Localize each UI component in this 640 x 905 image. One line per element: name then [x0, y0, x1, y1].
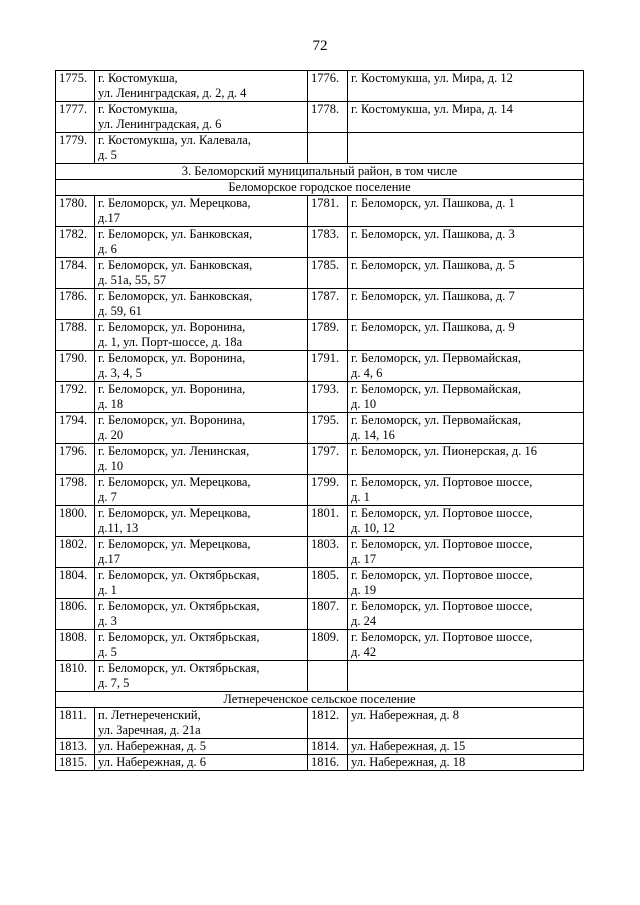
table-row [56, 506, 584, 537]
entry-number [308, 133, 348, 164]
entry-address [95, 382, 308, 413]
table-row [56, 71, 584, 102]
table-row [56, 133, 584, 164]
entry-number: 1808. [56, 630, 95, 661]
address-line: г. Беломорск, ул. Банковская, [98, 289, 253, 303]
address-line: г. Беломорск, ул. Портовое шоссе, [351, 475, 533, 489]
address-line: г. Беломорск, ул. Портовое шоссе, [351, 537, 533, 551]
address-line: ул. Набережная, д. 15 [351, 739, 466, 753]
settlement-heading-row [56, 692, 584, 708]
address-line: ул. Набережная, д. 5 [98, 739, 207, 753]
address-line: г. Беломорск, ул. Пашкова, д. 5 [351, 258, 515, 272]
entry-number: 1801. [308, 506, 348, 537]
address-line: д. 10, 12 [351, 521, 395, 535]
entry-address [348, 227, 584, 258]
settlement-heading-letnerechenskoe: Летнереченское сельское поселение [56, 692, 584, 708]
entry-number: 1799. [308, 475, 348, 506]
entry-number: 1778. [308, 102, 348, 133]
entry-number: 1784. [56, 258, 95, 289]
entry-number: 1783. [308, 227, 348, 258]
address-line: г. Беломорск, ул. Банковская, [98, 227, 253, 241]
address-line: г. Беломорск, ул. Портовое шоссе, [351, 568, 533, 582]
entry-address [95, 506, 308, 537]
address-line: г. Костомукша, ул. Мира, д. 12 [351, 71, 513, 85]
entry-address [95, 258, 308, 289]
settlement-heading-belomorskoe: Беломорское городское поселение [56, 180, 584, 196]
entry-number: 1790. [56, 351, 95, 382]
address-line: г. Беломорск, ул. Пионерская, д. 16 [351, 444, 537, 458]
entry-number: 1776. [308, 71, 348, 102]
entry-address [348, 320, 584, 351]
entry-address [348, 289, 584, 320]
entry-number: 1791. [308, 351, 348, 382]
entry-address [95, 755, 308, 771]
table-row [56, 537, 584, 568]
address-line: д. 7, 5 [98, 676, 130, 690]
entry-address [95, 444, 308, 475]
table-row [56, 568, 584, 599]
table-row [56, 289, 584, 320]
entry-address [348, 537, 584, 568]
entry-number: 1811. [56, 708, 95, 739]
table-row [56, 320, 584, 351]
table-row [56, 755, 584, 771]
entry-address [348, 599, 584, 630]
rows-belomorskoe [56, 196, 584, 692]
address-line: г. Беломорск, ул. Первомайская, [351, 413, 521, 427]
address-line: г. Беломорск, ул. Октябрьская, [98, 599, 260, 613]
entry-address [95, 320, 308, 351]
entry-address [95, 537, 308, 568]
address-line: д. 1 [98, 583, 117, 597]
entry-number: 1813. [56, 739, 95, 755]
address-line: ул. Набережная, д. 18 [351, 755, 466, 769]
address-line: г. Костомукша, ул. Мира, д. 14 [351, 102, 513, 116]
address-table [55, 70, 584, 771]
entry-number: 1798. [56, 475, 95, 506]
entry-address [348, 196, 584, 227]
address-line: д. 3 [98, 614, 117, 628]
entry-address [348, 71, 584, 102]
entry-address [95, 351, 308, 382]
rows-letnerechenskoe [56, 708, 584, 771]
address-line: г. Беломорск, ул. Портовое шоссе, [351, 630, 533, 644]
entry-address [348, 382, 584, 413]
address-line: д.17 [98, 552, 120, 566]
entry-number: 1795. [308, 413, 348, 444]
entry-address [95, 599, 308, 630]
page-number: 72 [312, 38, 328, 54]
entry-address [95, 289, 308, 320]
table-row [56, 661, 584, 692]
entry-number: 1804. [56, 568, 95, 599]
table-row [56, 599, 584, 630]
entry-number: 1777. [56, 102, 95, 133]
address-line: д. 18 [98, 397, 124, 411]
address-line: д. 1 [351, 490, 370, 504]
entry-number: 1788. [56, 320, 95, 351]
address-line: ул. Ленинградская, д. 6 [98, 117, 222, 131]
entry-number: 1803. [308, 537, 348, 568]
entry-address [348, 661, 584, 692]
table-row [56, 475, 584, 506]
entry-address [95, 739, 308, 755]
entry-number [308, 661, 348, 692]
address-line: г. Беломорск, ул. Октябрьская, [98, 661, 260, 675]
table-row [56, 102, 584, 133]
table-row [56, 444, 584, 475]
address-line: д. 4, 6 [351, 366, 383, 380]
address-line: д. 19 [351, 583, 377, 597]
entry-address [95, 413, 308, 444]
entry-number: 1812. [308, 708, 348, 739]
entry-address [348, 739, 584, 755]
address-line: г. Беломорск, ул. Воронина, [98, 351, 246, 365]
address-line: г. Беломорск, ул. Банковская, [98, 258, 253, 272]
address-line: г. Беломорск, ул. Мерецкова, [98, 196, 251, 210]
entry-address [95, 133, 308, 164]
address-line: д. 51а, 55, 57 [98, 273, 167, 287]
settlement-heading-row [56, 180, 584, 196]
address-line: ул. Заречная, д. 21а [98, 723, 201, 737]
entry-number: 1809. [308, 630, 348, 661]
entry-address [348, 102, 584, 133]
address-line: д. 3, 4, 5 [98, 366, 142, 380]
entry-number: 1793. [308, 382, 348, 413]
entry-address [95, 227, 308, 258]
settlement2-heading-section [56, 692, 584, 708]
entry-address [348, 475, 584, 506]
address-line: г. Костомукша, [98, 71, 178, 85]
address-line: г. Беломорск, ул. Ленинская, [98, 444, 250, 458]
address-line: г. Беломорск, ул. Пашкова, д. 1 [351, 196, 515, 210]
address-line: г. Костомукша, ул. Калевала, [98, 133, 251, 147]
address-line: г. Беломорск, ул. Воронина, [98, 320, 246, 334]
entry-number: 1810. [56, 661, 95, 692]
address-line: д. 1, ул. Порт-шоссе, д. 18а [98, 335, 243, 349]
address-line: д. 6 [98, 242, 117, 256]
entry-address [348, 755, 584, 771]
address-line: г. Беломорск, ул. Октябрьская, [98, 568, 260, 582]
address-line: г. Беломорск, ул. Воронина, [98, 413, 246, 427]
table-row [56, 413, 584, 444]
address-line: г. Беломорск, ул. Мерецкова, [98, 537, 251, 551]
address-line: г. Беломорск, ул. Пашкова, д. 7 [351, 289, 515, 303]
district-heading-section [56, 164, 584, 196]
address-line: г. Беломорск, ул. Октябрьская, [98, 630, 260, 644]
address-line: г. Беломорск, ул. Пашкова, д. 9 [351, 320, 515, 334]
entry-address [348, 708, 584, 739]
entry-number: 1787. [308, 289, 348, 320]
address-line: г. Беломорск, ул. Портовое шоссе, [351, 506, 533, 520]
address-line: д. 14, 16 [351, 428, 395, 442]
address-line: д.17 [98, 211, 120, 225]
entry-address [348, 133, 584, 164]
table-row [56, 196, 584, 227]
entry-number: 1805. [308, 568, 348, 599]
entry-number: 1802. [56, 537, 95, 568]
address-line: г. Беломорск, ул. Пашкова, д. 3 [351, 227, 515, 241]
table-row [56, 708, 584, 739]
entry-address [348, 413, 584, 444]
district-heading-row [56, 164, 584, 180]
table-row [56, 258, 584, 289]
address-line: д. 10 [98, 459, 124, 473]
entry-number: 1797. [308, 444, 348, 475]
entry-number: 1800. [56, 506, 95, 537]
entry-number: 1782. [56, 227, 95, 258]
entry-number: 1814. [308, 739, 348, 755]
table-row [56, 739, 584, 755]
table-row [56, 630, 584, 661]
table-row [56, 227, 584, 258]
address-line: г. Беломорск, ул. Мерецкова, [98, 506, 251, 520]
entry-number: 1775. [56, 71, 95, 102]
address-line: д.11, 13 [98, 521, 139, 535]
address-line: д. 5 [98, 148, 117, 162]
address-line: г. Костомукша, [98, 102, 178, 116]
entry-address [95, 196, 308, 227]
address-line: п. Летнереченский, [98, 708, 201, 722]
entry-address [348, 506, 584, 537]
address-line: д. 24 [351, 614, 377, 628]
entry-number: 1807. [308, 599, 348, 630]
entry-address [348, 630, 584, 661]
table-row [56, 351, 584, 382]
entry-address [95, 568, 308, 599]
address-line: г. Беломорск, ул. Портовое шоссе, [351, 599, 533, 613]
entry-address [95, 475, 308, 506]
address-line: д. 20 [98, 428, 124, 442]
district-heading: 3. Беломорский муниципальный район, в том числе [56, 164, 584, 180]
address-line: г. Беломорск, ул. Первомайская, [351, 382, 521, 396]
entry-address [95, 708, 308, 739]
entry-number: 1806. [56, 599, 95, 630]
entry-address [348, 568, 584, 599]
entry-number: 1815. [56, 755, 95, 771]
address-line: д. 59, 61 [98, 304, 142, 318]
entry-number: 1779. [56, 133, 95, 164]
entry-number: 1816. [308, 755, 348, 771]
address-line: д. 17 [351, 552, 377, 566]
address-line: д. 5 [98, 645, 117, 659]
rows-before [56, 71, 584, 164]
entry-number: 1780. [56, 196, 95, 227]
address-line: д. 7 [98, 490, 117, 504]
entry-number: 1785. [308, 258, 348, 289]
address-line: ул. Ленинградская, д. 2, д. 4 [98, 86, 247, 100]
address-line: ул. Набережная, д. 6 [98, 755, 207, 769]
entry-number: 1786. [56, 289, 95, 320]
address-line: ул. Набережная, д. 8 [351, 708, 460, 722]
entry-address [95, 71, 308, 102]
entry-address [348, 351, 584, 382]
address-line: д. 10 [351, 397, 377, 411]
entry-address [348, 258, 584, 289]
address-line: д. 42 [351, 645, 377, 659]
entry-number: 1794. [56, 413, 95, 444]
entry-number: 1789. [308, 320, 348, 351]
table-row [56, 382, 584, 413]
entry-address [95, 661, 308, 692]
address-line: г. Беломорск, ул. Воронина, [98, 382, 246, 396]
entry-address [348, 444, 584, 475]
entry-number: 1781. [308, 196, 348, 227]
address-line: г. Беломорск, ул. Мерецкова, [98, 475, 251, 489]
address-line: г. Беломорск, ул. Первомайская, [351, 351, 521, 365]
entry-address [95, 102, 308, 133]
entry-number: 1792. [56, 382, 95, 413]
entry-address [95, 630, 308, 661]
entry-number: 1796. [56, 444, 95, 475]
